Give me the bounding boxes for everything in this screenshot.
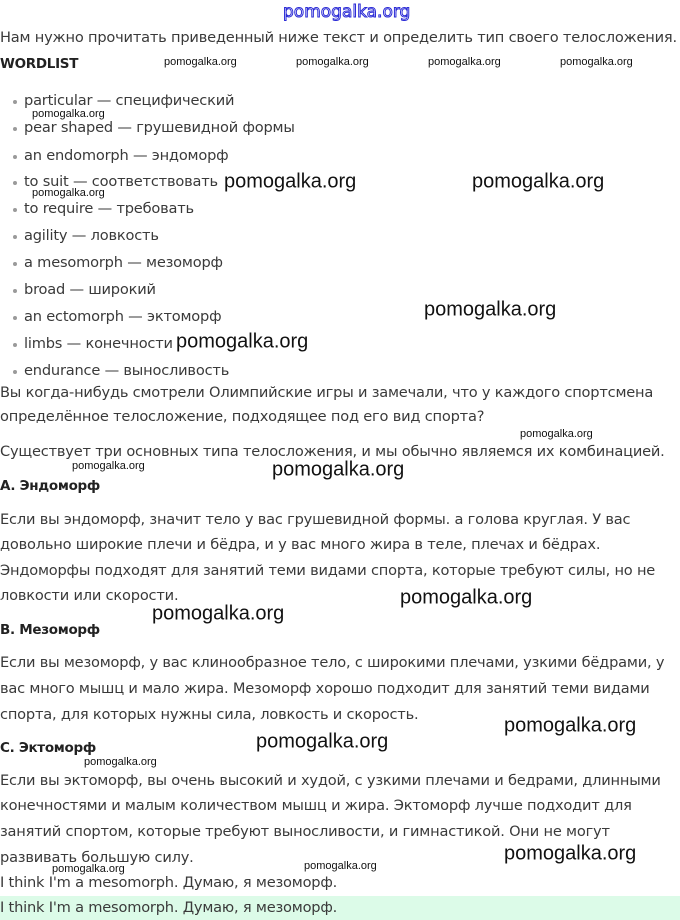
bullet-icon bbox=[13, 181, 17, 185]
bullet-icon bbox=[13, 100, 17, 104]
watermark: pomogalka.org bbox=[504, 842, 637, 865]
section-heading-ectomorph: C. Эктоморф bbox=[0, 740, 96, 756]
watermark: pomogalka.org bbox=[504, 714, 637, 737]
wordlist-item: an ectomorph — эктоморф bbox=[24, 308, 222, 325]
watermark: pomogalka.org bbox=[520, 428, 593, 440]
watermark: pomogalka.org bbox=[84, 756, 157, 768]
watermark: pomogalka.org bbox=[72, 460, 145, 472]
answer-text-highlighted: I think I'm a mesomorph. Думаю, я мезоморф. bbox=[0, 899, 338, 916]
paragraph-line: Вы когда-нибудь смотрели Олимпийские игры и замечали, что у каждого спортсмена bbox=[0, 384, 654, 401]
section-heading-endomorph: A. Эндоморф bbox=[0, 478, 101, 494]
site-watermark-logo: pomogalka.org bbox=[283, 2, 411, 22]
wordlist-item: to require — требовать bbox=[24, 200, 194, 217]
paragraph-line: Существует три основных типа телосложения, и мы обычно являемся их комбинацией. bbox=[0, 443, 665, 460]
wordlist-item: limbs — конечности bbox=[24, 335, 173, 352]
paragraph-line: конечностями и малым количеством мышц и жира. Эктоморф лучше подходит для bbox=[0, 797, 632, 814]
watermark: pomogalka.org bbox=[304, 860, 377, 872]
watermark: pomogalka.org bbox=[560, 56, 633, 68]
answer-text: I think I'm a mesomorph. Думаю, я мезоморф. bbox=[0, 874, 338, 891]
watermark: pomogalka.org bbox=[52, 863, 125, 875]
paragraph-line: развивать большую силу. bbox=[0, 849, 194, 866]
watermark: pomogalka.org bbox=[176, 330, 309, 353]
watermark: pomogalka.org bbox=[224, 170, 357, 193]
paragraph-line: ловкости или скорости. bbox=[0, 587, 179, 604]
bullet-icon bbox=[13, 289, 17, 293]
wordlist-item: endurance — выносливость bbox=[24, 362, 230, 379]
bullet-icon bbox=[13, 208, 17, 212]
paragraph-line: спорта, для которых нужны сила, ловкость и скорость. bbox=[0, 706, 419, 723]
paragraph-line: занятий спортом, которые требуют выносливости, и гимнастикой. Они не могут bbox=[0, 823, 610, 840]
intro-text: Нам нужно прочитать приведенный ниже текст и определить тип своего телосложения. bbox=[0, 29, 677, 46]
wordlist-item: broad — широкий bbox=[24, 281, 156, 298]
bullet-icon bbox=[13, 316, 17, 320]
bullet-icon bbox=[13, 127, 17, 131]
watermark: pomogalka.org bbox=[32, 187, 105, 199]
paragraph-line: вас много мышц и мало жира. Мезоморф хорошо подходит для занятий теми видами bbox=[0, 680, 650, 697]
watermark: pomogalka.org bbox=[428, 56, 501, 68]
wordlist-item: a mesomorph — мезоморф bbox=[24, 254, 223, 271]
paragraph-line: Эндоморфы подходят для занятий теми видами спорта, которые требуют силы, но не bbox=[0, 562, 656, 579]
watermark: pomogalka.org bbox=[256, 730, 389, 753]
watermark: pomogalka.org bbox=[272, 458, 405, 481]
paragraph-line: Если вы эктоморф, вы очень высокий и худой, с узкими плечами и бедрами, длинными bbox=[0, 772, 661, 789]
paragraph-line: определённое телосложение, подходящее под его вид спорта? bbox=[0, 408, 485, 425]
bullet-icon bbox=[13, 370, 17, 374]
wordlist-heading: WORDLIST bbox=[0, 56, 79, 72]
wordlist-item: to suit — соответствовать bbox=[24, 173, 218, 190]
paragraph-line: довольно широкие плечи и бёдра, и у вас много жира в теле, плечах и бёдрах. bbox=[0, 536, 601, 553]
bullet-icon bbox=[13, 235, 17, 239]
watermark: pomogalka.org bbox=[400, 586, 533, 609]
bullet-icon bbox=[13, 343, 17, 347]
watermark: pomogalka.org bbox=[472, 170, 605, 193]
bullet-icon bbox=[13, 155, 17, 159]
paragraph-line: Если вы эндоморф, значит тело у вас грушевидной формы. а голова круглая. У вас bbox=[0, 511, 631, 528]
paragraph-line: Если вы мезоморф, у вас клинообразное тело, с широкими плечами, узкими бёдрами, у bbox=[0, 654, 665, 671]
section-heading-mesomorph: B. Мезоморф bbox=[0, 622, 100, 638]
wordlist-item: particular — специфический bbox=[24, 92, 235, 109]
wordlist-item: agility — ловкость bbox=[24, 227, 159, 244]
watermark: pomogalka.org bbox=[296, 56, 369, 68]
watermark: pomogalka.org bbox=[424, 298, 557, 321]
bullet-icon bbox=[13, 262, 17, 266]
watermark: pomogalka.org bbox=[164, 56, 237, 68]
watermark: pomogalka.org bbox=[32, 108, 105, 120]
wordlist-item: an endomorph — эндоморф bbox=[24, 147, 229, 164]
watermark: pomogalka.org bbox=[152, 602, 285, 625]
wordlist-item: pear shaped — грушевидной формы bbox=[24, 119, 295, 136]
